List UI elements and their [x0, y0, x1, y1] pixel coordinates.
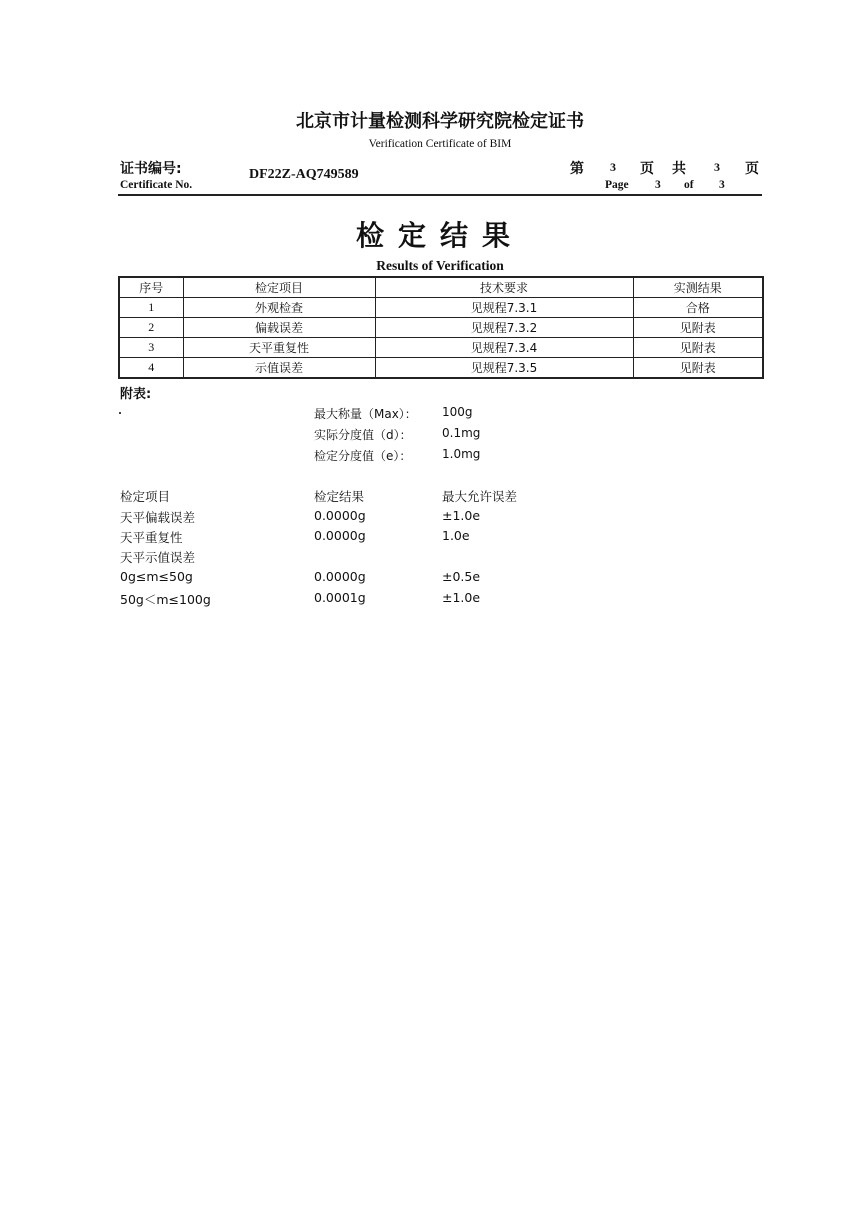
- certificate-label-en: Certificate No.: [120, 179, 193, 191]
- grid-row-item: 天平偏载误差: [120, 510, 196, 525]
- spec-value-e: 1.0mg: [442, 447, 481, 461]
- table-row: [119, 338, 763, 358]
- grid-row-mpe: ±0.5e: [442, 569, 481, 584]
- col-header-item: 检定项目: [183, 277, 375, 298]
- cell-result: 见附表: [633, 338, 763, 358]
- cell-item: 外观检查: [183, 298, 375, 318]
- grid-row-result: 0.0001g: [314, 590, 366, 605]
- cell-result: 见附表: [633, 358, 763, 379]
- grid-row-result: 0.0000g: [314, 528, 366, 543]
- page-current-number: 3: [610, 160, 616, 174]
- table-row: [119, 298, 763, 318]
- page-ye-label-2: 页: [745, 161, 759, 177]
- results-header-row: [119, 277, 763, 298]
- page-label-en: Page: [605, 179, 629, 191]
- grid-row-item: 天平示值误差: [120, 550, 196, 565]
- grid-header-item: 检定项目: [120, 489, 171, 504]
- cell-index: 3: [119, 338, 183, 358]
- spec-label-e: 检定分度值（e）：: [314, 449, 412, 463]
- results-subtitle: Results of Verification: [376, 258, 504, 273]
- cell-requirement: 见规程7.3.2: [375, 318, 633, 338]
- grid-row-result: 0.0000g: [314, 569, 366, 584]
- cell-requirement: 见规程7.3.5: [375, 358, 633, 379]
- spec-label-d: 实际分度值（d）：: [314, 428, 412, 442]
- page-gong-label: 共: [672, 161, 686, 177]
- grid-row-mpe: 1.0e: [442, 528, 470, 543]
- spec-value-d: 0.1mg: [442, 426, 481, 440]
- grid-header-mpe: 最大允许误差: [442, 489, 518, 504]
- table-row: [119, 318, 763, 338]
- certificate-number: DF22Z-AQ749589: [249, 167, 359, 182]
- cell-index: 4: [119, 358, 183, 379]
- results-title: 检定结果: [355, 219, 524, 252]
- cell-item: 示值误差: [183, 358, 375, 379]
- cell-result: 见附表: [633, 318, 763, 338]
- col-header-result: 实测结果: [633, 277, 763, 298]
- table-row: [119, 358, 763, 379]
- cell-item: 偏载误差: [183, 318, 375, 338]
- results-table: [118, 276, 764, 379]
- cell-requirement: 见规程7.3.1: [375, 298, 633, 318]
- page-total-en: 3: [719, 179, 725, 191]
- grid-row-mpe: ±1.0e: [442, 508, 481, 523]
- document-subtitle: Verification Certificate of BIM: [368, 138, 512, 150]
- col-header-index: 序号: [119, 277, 183, 298]
- cell-result: 合格: [633, 298, 763, 318]
- spec-label-max: 最大称量（Max）：: [314, 407, 417, 421]
- grid-header-result: 检定结果: [314, 489, 365, 504]
- page-di-label: 第: [570, 161, 584, 177]
- document-title: 北京市计量检测科学研究院检定证书: [296, 111, 584, 132]
- col-header-requirement: 技术要求: [375, 277, 633, 298]
- page-current-en: 3: [655, 179, 661, 191]
- grid-row-item: 0g≤m≤50g: [120, 569, 193, 584]
- cell-requirement: 见规程7.3.4: [375, 338, 633, 358]
- cell-index: 1: [119, 298, 183, 318]
- page-total-number: 3: [714, 160, 720, 174]
- grid-row-mpe: ±1.0e: [442, 590, 481, 605]
- grid-row-result: 0.0000g: [314, 508, 366, 523]
- page-ye-label: 页: [640, 161, 654, 177]
- spec-value-max: 100g: [442, 405, 473, 419]
- certificate-label-cn: 证书编号:: [120, 161, 182, 177]
- cell-item: 天平重复性: [183, 338, 375, 358]
- grid-row-item: 50g＜m≤100g: [120, 592, 211, 607]
- grid-row-item: 天平重复性: [120, 530, 183, 545]
- scan-speck: [119, 412, 121, 414]
- cell-index: 2: [119, 318, 183, 338]
- page-of-en: of: [684, 179, 694, 191]
- header-divider: [118, 194, 762, 196]
- attachment-label: 附表:: [120, 387, 152, 402]
